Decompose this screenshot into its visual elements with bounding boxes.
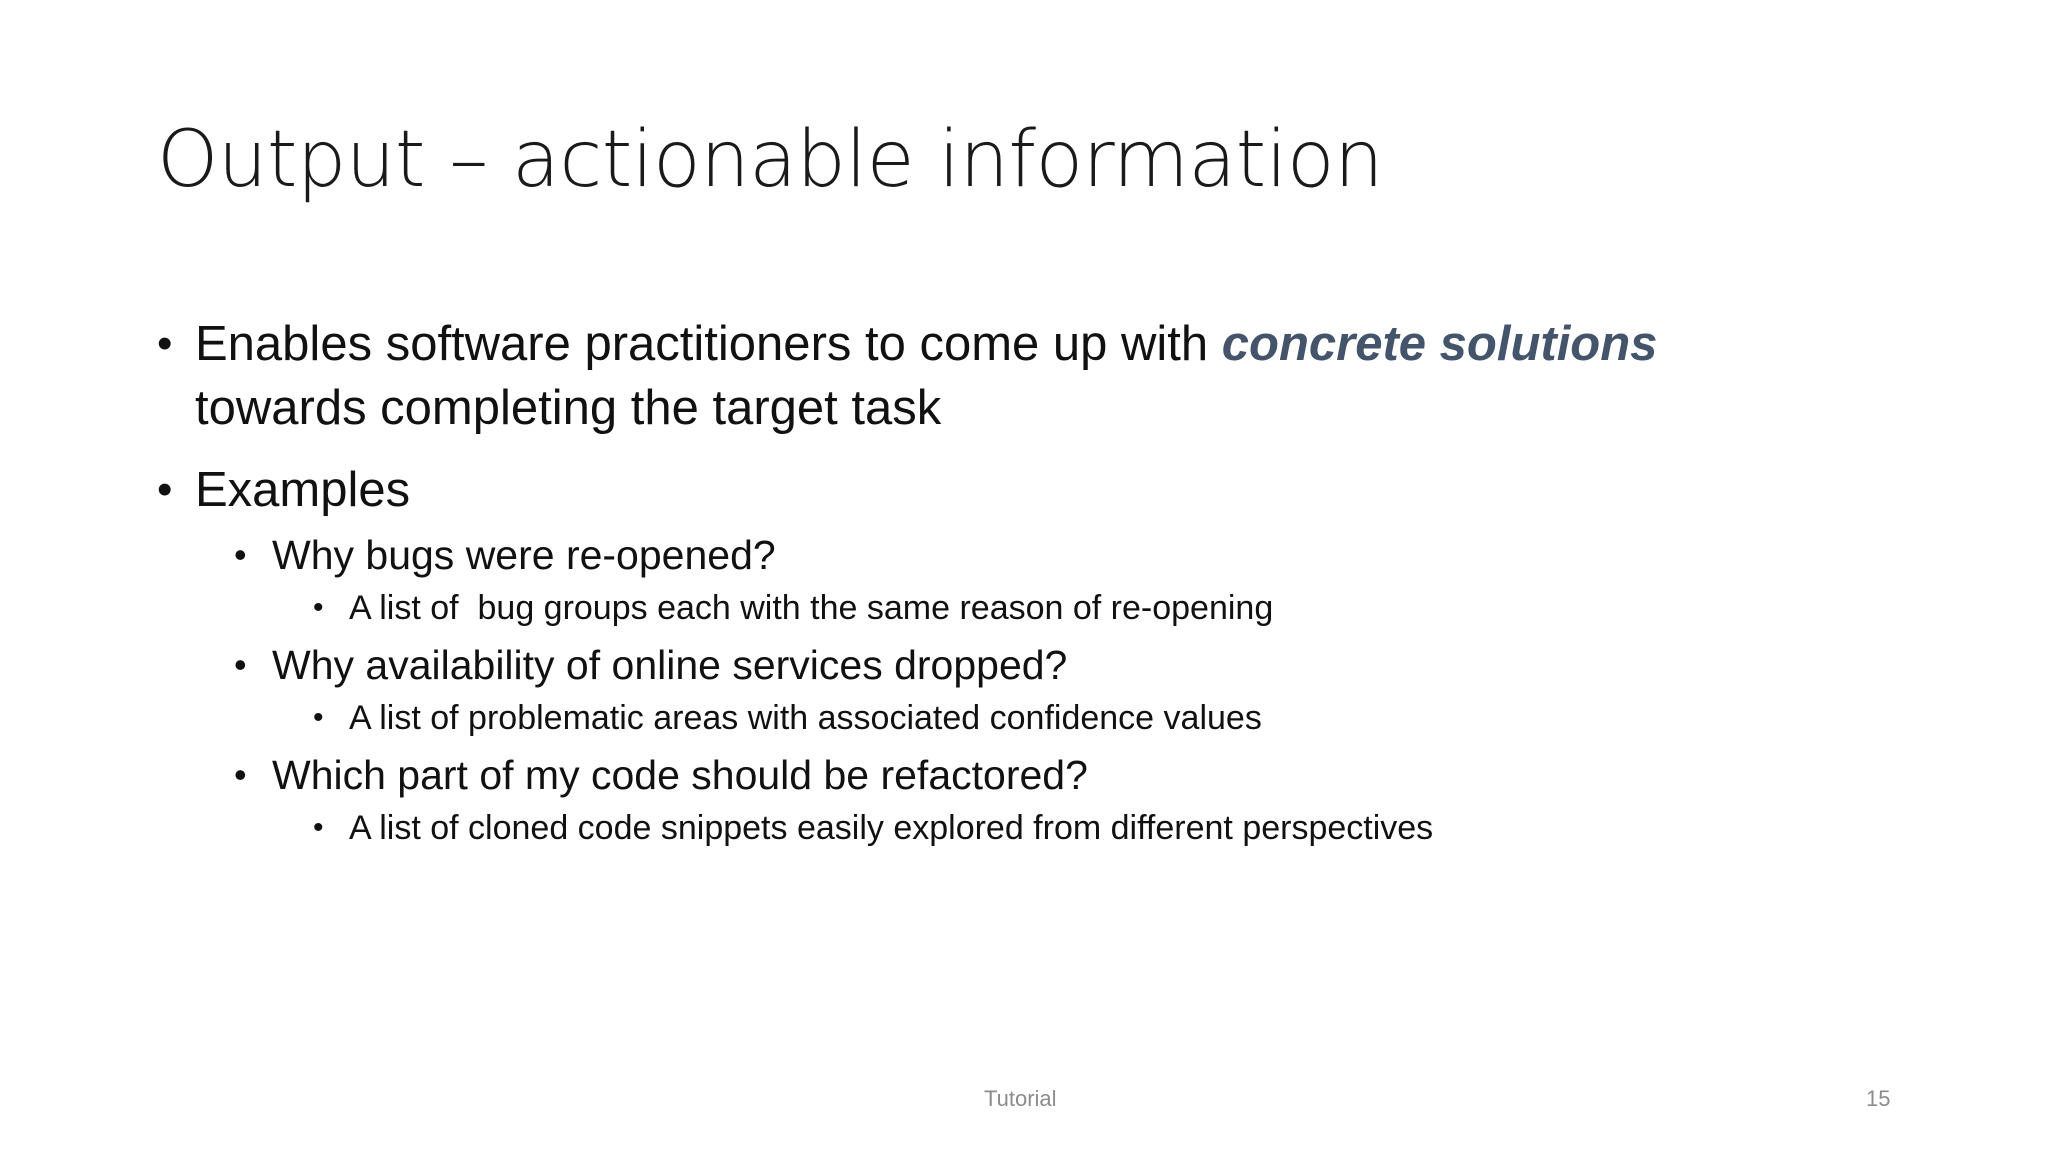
bullet-dot: • — [234, 754, 247, 795]
answer-text: A list of bug groups each with the same reason of re-opening — [349, 589, 1274, 627]
example-answer-reopened — [157, 576, 1917, 640]
bullet-dot: • — [313, 811, 324, 844]
bullet-dot: • — [157, 319, 173, 368]
example-answer-availability — [157, 686, 1917, 750]
bullet-dot: • — [313, 701, 324, 734]
footer-label: Tutorial — [984, 1086, 1057, 1111]
bullet-continuation: towards completing the target task — [195, 381, 942, 435]
question-text: Why availability of online services dropped? — [272, 642, 1068, 688]
bullet-examples — [157, 458, 1917, 522]
bullet-dot: • — [313, 591, 324, 624]
bullet-text: Enables software practitioners to come up with — [195, 317, 1222, 371]
slide-title: Output – actionable information — [157, 115, 1384, 205]
bullet-enables — [157, 312, 1917, 440]
question-text: Which part of my code should be refactored? — [272, 752, 1088, 798]
slide-number: 15 — [1866, 1086, 1891, 1111]
emphasis-text: concrete solutions — [1221, 317, 1658, 371]
answer-text: A list of cloned code snippets easily explored from different perspectives — [349, 809, 1434, 847]
bullet-dot: • — [234, 644, 247, 685]
bullet-dot: • — [234, 534, 247, 575]
example-answer-refactor — [157, 796, 1917, 860]
bullet-text: Examples — [195, 463, 411, 517]
slide-body — [157, 312, 1917, 856]
answer-text: A list of problematic areas with associated confidence values — [349, 699, 1262, 737]
question-text: Why bugs were re-opened? — [272, 532, 776, 578]
bullet-dot: • — [157, 465, 173, 514]
